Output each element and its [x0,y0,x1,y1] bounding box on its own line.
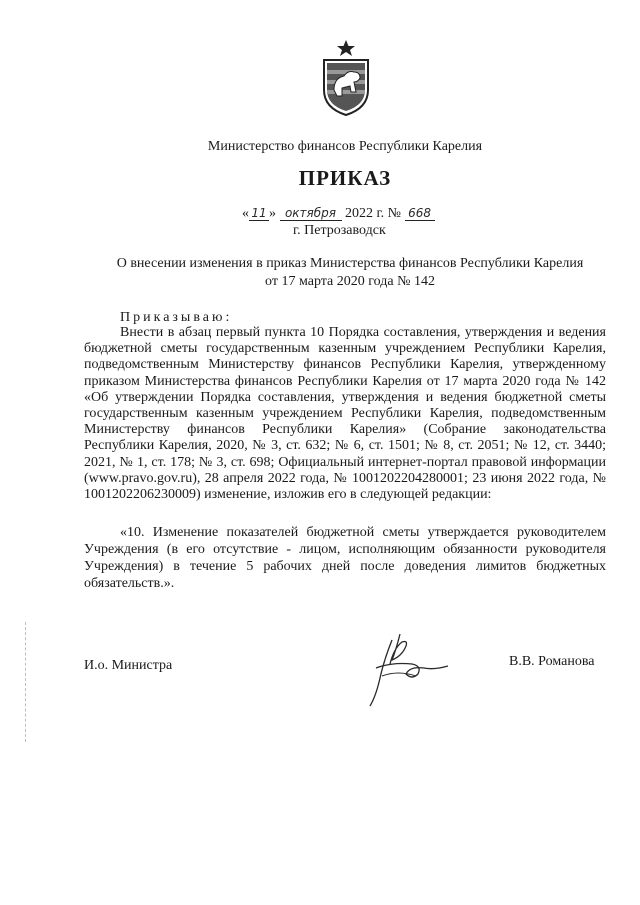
date-line [242,206,435,222]
date-month: октября [280,206,342,221]
coat-of-arms-emblem [318,40,374,116]
quoted-paragraph: «10. Изменение показателей бюджетной сметы утверждается руководителем Учреждения (в его отсутствие - лицом, исполняющим обязанности руководителя Учреждения) в течение 5 рабочих дней после доведения лимитов бюджетных обязательств.». [84,525,606,591]
order-verb: Приказываю: [120,310,233,325]
scan-margin-marks [25,622,28,742]
quote-text [84,524,606,592]
main-paragraph: Внести в абзац первый пункта 10 Порядка составления, утверждения и ведения бюджетной сметы государственным казенным учреждением Республики Карелия, подведомственным Министерству финансов Республики Карелия, утвержденному приказом Министерства финансов Республики Карелия от 17 марта 2020 года № 142 «Об утверждении Порядка составления, утверждения и ведения бюджетной сметы государственным казенным учреждением Республики Карелия, подведомственным Министерству финансов Республики Карелия» (Собрание законодательства Республики Карелия, 2020, № 3, ст. 632; № 6, ст. 1501; № 8, ст. 2051; № 12, ст. 3440; 2021, № 1, ст. 178; № 3, ст. 698; Официальный интернет-портал правовой информации (www.pravo.gov.ru), 28 апреля 2022 года, № 1001202204280001; 23 июня 2022 года, № 1001202206230009) изменение, изложив его в следующей редакции: [84,325,606,503]
date-close-quote: » [269,206,276,221]
subject-line-1: О внесении изменения в приказ Министерства финансов Республики Карелия [116,256,584,271]
subject-line-2: от 17 марта 2020 года № 142 [265,274,435,289]
subject [100,255,600,291]
city: г. Петрозаводск [293,223,386,238]
date-open-quote: « [242,206,249,221]
ministry-name: Министерство финансов Республики Карелия [207,139,483,154]
date-year: 2022 г. [345,206,385,221]
handwritten-signature [362,630,452,710]
signatory-role: И.о. Министра [84,658,173,673]
body-text [84,325,606,503]
date-day: 11 [249,206,269,221]
signatory-name: В.В. Романова [509,654,595,669]
document-title: ПРИКАЗ [298,166,392,190]
order-number: 668 [405,206,435,221]
number-sign: № [387,206,402,221]
